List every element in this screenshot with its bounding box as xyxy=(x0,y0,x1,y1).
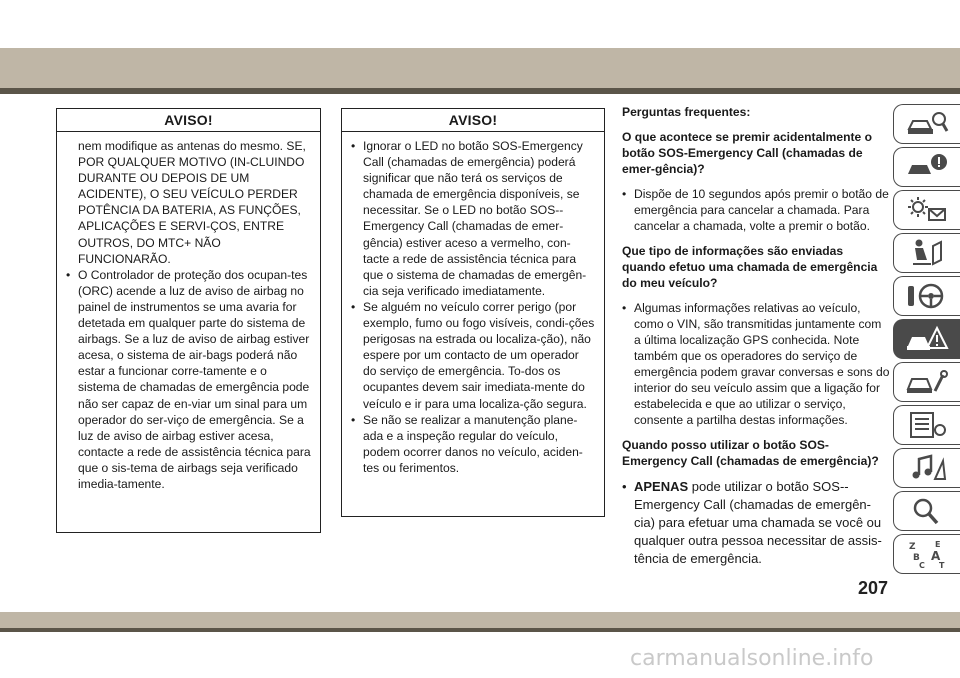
bullet-dot: • xyxy=(351,139,356,153)
faq-question: Quando posso utilizar o botão SOS-Emergency Call (chamadas de emergência)? xyxy=(622,438,879,468)
warning-title: AVISO! xyxy=(342,109,604,132)
faq-question: Que tipo de informações são enviadas quando efetuo uma chamada de emergência do meu veículo? xyxy=(622,244,878,290)
bullet-dot: • xyxy=(622,187,627,201)
car-wrench-icon xyxy=(905,367,949,397)
steering-wheel-icon xyxy=(905,281,949,311)
warning-bullet xyxy=(66,267,311,492)
car-warning-icon xyxy=(905,324,949,354)
bullet-text: Se alguém no veículo correr perigo (por exemplo, fumo ou fogo visíveis, condi-ções perigosas na estrada ou localiza-ção), não espere por um contacto de um operador do serviço de emergência. To-dos os ocupantes devem sair imediata-mente do veículo e ir para uma localiza-ção segura. xyxy=(363,299,595,411)
faq-answer xyxy=(622,300,890,428)
warning-bullet xyxy=(351,138,595,299)
header-rule xyxy=(0,88,960,94)
faq-section xyxy=(622,104,890,577)
bullet-dot: • xyxy=(66,267,71,282)
bullet-dot: • xyxy=(351,412,356,427)
spec-list-icon xyxy=(905,410,949,440)
warning-box-2 xyxy=(341,108,605,517)
index-letter: E xyxy=(935,540,941,549)
index-letter: T xyxy=(939,561,945,569)
tab-steering[interactable] xyxy=(893,276,960,316)
index-letter: B xyxy=(913,553,920,563)
tab-car-info[interactable] xyxy=(893,147,960,187)
light-mail-icon xyxy=(905,195,949,225)
seat-safety-icon xyxy=(905,238,949,268)
footer-rule xyxy=(0,628,960,632)
chapter-tabs xyxy=(893,104,960,577)
faq-question: O que acontece se premir acidentalmente o botão SOS-Emergency Call (chamadas de emer-gência)? xyxy=(622,130,873,176)
search-icon xyxy=(905,496,949,526)
car-search-icon xyxy=(905,109,949,139)
warning-bullet xyxy=(351,412,595,476)
warning-title: AVISO! xyxy=(57,109,320,132)
tab-light-mail[interactable] xyxy=(893,190,960,230)
faq-heading: Perguntas frequentes: xyxy=(622,105,751,119)
faq-answer xyxy=(622,186,890,234)
bullet-dot: • xyxy=(622,479,627,494)
footer-band xyxy=(0,612,960,628)
warning-text: nem modifique as antenas do mesmo. SE, POR QUALQUER MOTIVO (IN-CLUINDO DURANTE OU DEPOIS DE UM ACIDENTE), O SEU VEÍCULO PERDER POTÊNCIA DA BATERIA, AS FUNÇÕES, APLICAÇÕES E SERVI-ÇOS, ENTRE OUTROS, DO MTC+ NÃO FUNCIONARÃO. xyxy=(78,139,306,266)
tab-specs[interactable] xyxy=(893,405,960,445)
tab-search[interactable] xyxy=(893,491,960,531)
faq-answer xyxy=(622,478,890,568)
index-letter: Z xyxy=(909,542,916,552)
top-margin xyxy=(0,0,960,48)
watermark: carmanualsonline.info xyxy=(630,646,874,671)
car-info-icon xyxy=(905,152,949,182)
header-band xyxy=(0,48,960,88)
warning-box-1 xyxy=(56,108,321,533)
bullet-text: Ignorar o LED no botão SOS-Emergency Call (chamadas de emergência) poderá significar que não terá os serviços de chamada de emergência disponíveis, se necessitar. Se o LED no botão SOS--Emergency Call (chamadas de emer-gência) estiver aceso a vermelho, con-tacte a rede de assistência técnica para que o sistema de chamadas de emergên-cia seja verificado imediatamente. xyxy=(363,139,587,298)
index-letter: A xyxy=(931,549,941,563)
warning-bullet xyxy=(351,299,595,412)
bullet-text: O Controlador de proteção dos ocupan-tes (ORC) acende a luz de aviso de airbag no painel de instrumentos se uma avaria for detetada em qualquer parte do sistema de airbags. Se a luz de aviso de airbag estiver acesa, o sistema de air-bags poderá não estar a funcionar corre-tamente e o sistema de chamadas de emergência pode não ser capaz de en-viar um sinal para um operador do ser-viço de emergência. Se a luz de aviso de airbag estiver acesa, contacte a rede de assistência técnica para que o sis-tema de airbags seja verificado imedia-tamente. xyxy=(78,267,311,491)
tab-index[interactable] xyxy=(893,534,960,574)
tab-car-wrench[interactable] xyxy=(893,362,960,402)
bullet-dot: • xyxy=(622,301,627,315)
tab-emergency[interactable] xyxy=(893,319,960,359)
answer-emphasis: APENAS xyxy=(634,479,689,494)
alphabet-index-icon xyxy=(905,539,949,569)
answer-text: Dispõe de 10 segundos após premir o botão de emergência para cancelar a chamada. Para cancelar a chamada, volte a premir o botão. xyxy=(634,187,889,233)
bullet-dot: • xyxy=(351,299,356,314)
index-letter: C xyxy=(919,561,925,569)
answer-text: pode utilizar o botão SOS--Emergency Call (chamadas de emergên-cia) para efetuar uma chamada se você ou qualquer outra pessoa necessitar de assis-tência de emergência. xyxy=(634,479,882,566)
page-number: 207 xyxy=(858,578,889,598)
tab-multimedia[interactable] xyxy=(893,448,960,488)
tab-car-search[interactable] xyxy=(893,104,960,144)
answer-text: Algumas informações relativas ao veículo, como o VIN, são transmitidas juntamente com a última localização GPS conhecida. Note também que os operadores do serviço de emergência podem gravar conversas e sons do interior do seu veículo assim que a ligação for estabelecida e que ao utilizar o serviço, consente a partilha destas informações. xyxy=(634,301,890,427)
tab-seat-safety[interactable] xyxy=(893,233,960,273)
music-nav-icon xyxy=(905,453,949,483)
bullet-text: Se não se realizar a manutenção plane-ada e a inspeção regular do veículo, podem ocorrer danos no veículo, aciden-tes ou ferimentos. xyxy=(363,412,583,475)
